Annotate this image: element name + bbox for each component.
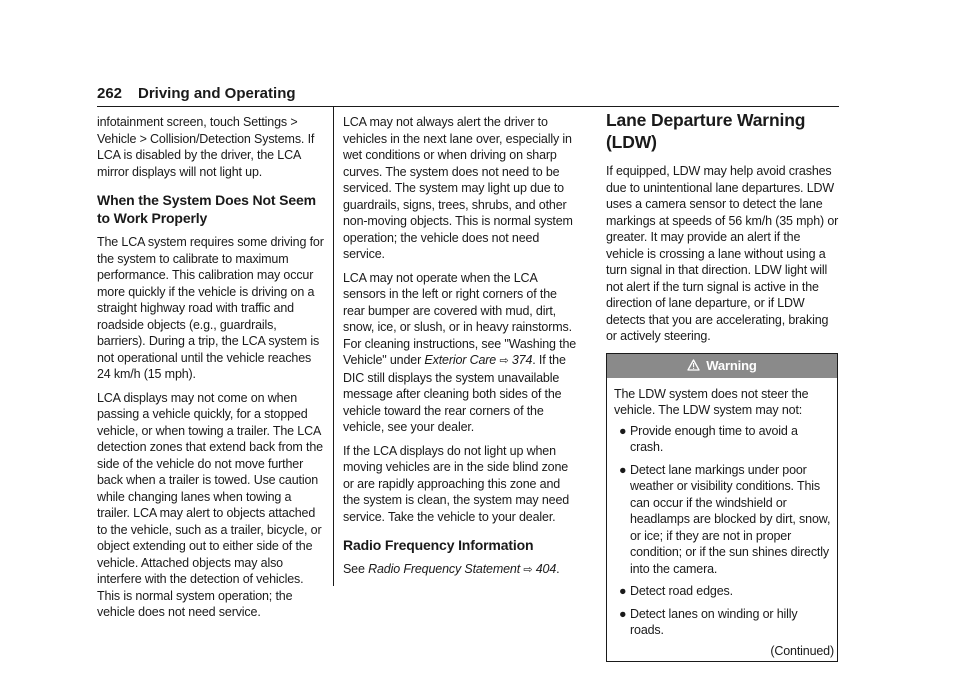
list-item: ● Detect road edges.: [619, 584, 733, 598]
warning-triangle-icon: [687, 354, 700, 378]
page-reference-arrow-icon: ⇨: [523, 564, 533, 576]
page-number: 262: [97, 85, 123, 102]
bullet-icon: ●: [619, 462, 627, 477]
paragraph: LCA displays may not come on when passing a vehicle quickly, for a stopped vehicle, or when towing a trailer. The LCA detection zones that extend back from the side of the vehicle do not move further back when a trailer is towed. Use caution while changing lanes when towing a trailer. LCA may alert to objects attached to the vehicle, such as a trailer, bicycle, or object extending out to either side of the vehicle. Attached objects may also interfere with the detection of vehicles. This is normal system operation; the vehicle does not need service.: [97, 390, 323, 619]
heading-lane-departure-warning: Lane Departure Warning (LDW): [606, 110, 806, 152]
warning-intro: The LDW system does not steer the vehicle. The LDW system may not:: [614, 386, 809, 417]
subheading-radio-frequency: Radio Frequency Information: [343, 537, 534, 553]
column-divider: [333, 106, 334, 586]
list-item: ● Detect lane markings under poor weather or visibility conditions. This can occur if the windshield or headlamps are blocked by dirt, snow, or ice; if they are not in proper condition; or if the sun shines directly into the camera.: [619, 462, 831, 576]
paragraph: LCA may not always alert the driver to vehicles in the next lane over, especially in wet conditions or when driving on sharp curves. The system does not need to be serviced. The system may light up due to guardrails, signs, trees, shrubs, and other non-moving objects. This is normal system operation; the vehicle does not need service.: [343, 115, 573, 261]
paragraph: If the LCA displays do not light up when moving vehicles are in the side blind zone or are rapidly approaching this zone and the system is clean, the system may need service. Take the vehicle to your dealer.: [343, 443, 570, 524]
warning-title: Warning: [706, 357, 757, 373]
page-reference-arrow-icon: ⇨: [499, 355, 509, 367]
paragraph: The LCA system requires some driving for the system to calibrate to maximum performance. This calibration may occur more quickly if the vehicle is driving on a straight highway road with traffic and roadside objects (e.g., guardrails, barriers). During a trip, the LCA system is not operational until the vehicle reaches 24 km/h (15 mph).: [97, 235, 324, 381]
list-item: ● Detect lanes on winding or hilly roads.: [619, 606, 798, 637]
column-right: [606, 110, 839, 667]
cross-reference-exterior-care[interactable]: Exterior Care: [424, 353, 497, 367]
bullet-icon: ●: [619, 584, 627, 598]
column-middle: [343, 114, 579, 586]
bullet-icon: ●: [619, 606, 627, 621]
cross-reference-radio-frequency[interactable]: Radio Frequency Statement: [368, 562, 521, 576]
paragraph: LCA may not operate when the LCA sensors in the left or right corners of the rear bumper are covered with mud, dirt, snow, ice, or slush, or in heavy rainstorms. For cleaning instructions, see "Washing the Vehicle" under Exterior Care ⇨ 374. If the DIC still displays the system unavailable message after cleaning both sides of the vehicle toward the rear corners of the vehicle, see your dealer.: [343, 270, 577, 434]
continued-label: (Continued): [770, 644, 834, 658]
paragraph: infotainment screen, touch Settings > Vehicle > Collision/Detection Systems. If LCA is disabled by the driver, the LCA mirror displays will not light up.: [97, 115, 315, 179]
page-reference-number[interactable]: 374: [511, 353, 533, 367]
page-reference-number[interactable]: 404: [535, 562, 557, 576]
bullet-icon: ●: [619, 423, 627, 438]
column-left: [97, 114, 325, 628]
subheading-system-not-working: When the System Does Not Seem to Work Properly: [97, 192, 316, 226]
paragraph: See Radio Frequency Statement ⇨ 404.: [343, 562, 560, 576]
list-item: ● Provide enough time to avoid a crash.: [619, 423, 798, 454]
section-title: Driving and Operating: [138, 85, 296, 102]
warning-header: [607, 354, 837, 378]
page-header: [97, 82, 839, 107]
warning-box: [606, 353, 838, 662]
paragraph: If equipped, LDW may help avoid crashes due to unintentional lane departures. LDW uses a camera sensor to detect the lane markings at speeds of 56 km/h (35 mph) or greater. It may provide an alert if the vehicle is crossing a lane without using a turn signal in that direction. LDW light will not alert if the turn signal is active in the direction of lane departure, or if LDW detects that you are accelerating, braking or actively steering.: [606, 164, 839, 343]
warning-list: [614, 423, 831, 639]
